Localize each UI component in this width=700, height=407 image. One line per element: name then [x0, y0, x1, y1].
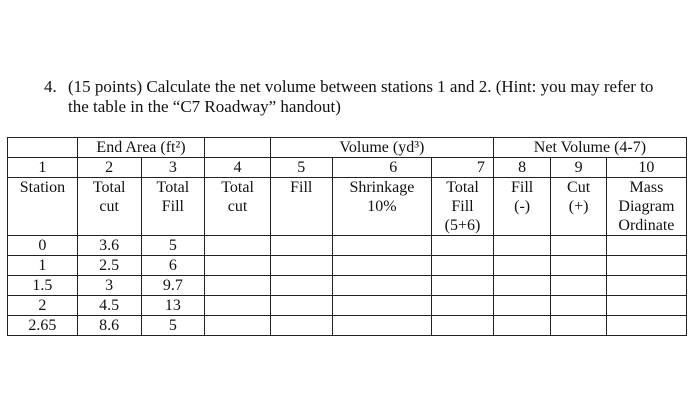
total-cut-cell: 4.5 — [77, 296, 141, 316]
station-cell: 2.65 — [8, 316, 78, 336]
empty-cell — [432, 276, 494, 296]
empty-cell — [270, 236, 332, 256]
column-number-row — [8, 158, 687, 178]
column-header-end-area-total-fill: Total Fill — [141, 178, 205, 236]
empty-cell — [205, 256, 271, 276]
total-cut-cell: 2.5 — [77, 256, 141, 276]
empty-cell — [493, 316, 551, 336]
column-number: 5 — [270, 158, 332, 178]
station-cell: 0 — [8, 236, 78, 256]
empty-cell — [432, 256, 494, 276]
column-number: 3 — [141, 158, 205, 178]
empty-cell — [551, 296, 606, 316]
empty-cell — [606, 316, 686, 336]
empty-cell — [205, 296, 271, 316]
station-cell: 1 — [8, 256, 78, 276]
empty-cell — [270, 296, 332, 316]
column-header-volume-fill: Fill — [270, 178, 332, 236]
group-header-end-area: End Area (ft²) — [77, 138, 204, 158]
empty-cell — [551, 236, 606, 256]
empty-cell — [493, 276, 551, 296]
group-header-blank — [205, 138, 271, 158]
total-cut-cell: 3 — [77, 276, 141, 296]
table-row — [8, 276, 687, 296]
column-header-row — [8, 178, 687, 236]
column-header-mass-diagram: Mass Diagram Ordinate — [606, 178, 686, 236]
empty-cell — [270, 316, 332, 336]
empty-cell — [432, 236, 494, 256]
empty-cell — [332, 276, 432, 296]
total-fill-cell: 9.7 — [141, 276, 205, 296]
column-number: 6 — [332, 158, 432, 178]
empty-cell — [270, 276, 332, 296]
total-cut-cell: 8.6 — [77, 316, 141, 336]
table-row — [8, 316, 687, 336]
column-header-net-fill: Fill (-) — [493, 178, 551, 236]
station-cell: 2 — [8, 296, 78, 316]
question-number: 4. — [44, 77, 57, 96]
table-row — [8, 256, 687, 276]
column-number: 9 — [551, 158, 606, 178]
empty-cell — [493, 256, 551, 276]
group-header-volume: Volume (yd³) — [270, 138, 493, 158]
table-row — [8, 236, 687, 256]
group-header-row — [8, 138, 687, 158]
total-cut-cell: 3.6 — [77, 236, 141, 256]
empty-cell — [606, 256, 686, 276]
earthwork-table — [7, 137, 687, 336]
total-fill-cell: 5 — [141, 236, 205, 256]
empty-cell — [606, 296, 686, 316]
empty-cell — [332, 316, 432, 336]
total-fill-cell: 13 — [141, 296, 205, 316]
column-header-volume-total-fill: Total Fill (5+6) — [432, 178, 494, 236]
station-cell: 1.5 — [8, 276, 78, 296]
total-fill-cell: 6 — [141, 256, 205, 276]
empty-cell — [332, 256, 432, 276]
empty-cell — [432, 316, 494, 336]
empty-cell — [606, 236, 686, 256]
column-header-end-area-total-cut: Total cut — [77, 178, 141, 236]
column-number: 1 — [8, 158, 78, 178]
column-header-station: Station — [8, 178, 78, 236]
group-header-net-volume: Net Volume (4-7) — [493, 138, 686, 158]
empty-cell — [205, 276, 271, 296]
empty-cell — [270, 256, 332, 276]
group-header-blank — [8, 138, 78, 158]
column-number: 8 — [493, 158, 551, 178]
column-header-shrinkage: Shrinkage 10% — [332, 178, 432, 236]
total-fill-cell: 5 — [141, 316, 205, 336]
empty-cell — [493, 236, 551, 256]
empty-cell — [551, 316, 606, 336]
empty-cell — [332, 296, 432, 316]
empty-cell — [332, 236, 432, 256]
empty-cell — [205, 316, 271, 336]
column-number: 7 — [432, 158, 494, 178]
empty-cell — [551, 276, 606, 296]
column-header-volume-total-cut: Total cut — [205, 178, 271, 236]
empty-cell — [551, 256, 606, 276]
empty-cell — [606, 276, 686, 296]
empty-cell — [432, 296, 494, 316]
empty-cell — [205, 236, 271, 256]
column-number: 2 — [77, 158, 141, 178]
empty-cell — [493, 296, 551, 316]
column-number: 4 — [205, 158, 271, 178]
question-text: (15 points) Calculate the net volume between stations 1 and 2. (Hint: you may refer to the table in the “C7 Roadway” handout) — [68, 77, 654, 116]
table-row — [8, 296, 687, 316]
column-number: 10 — [606, 158, 686, 178]
column-header-net-cut: Cut (+) — [551, 178, 606, 236]
